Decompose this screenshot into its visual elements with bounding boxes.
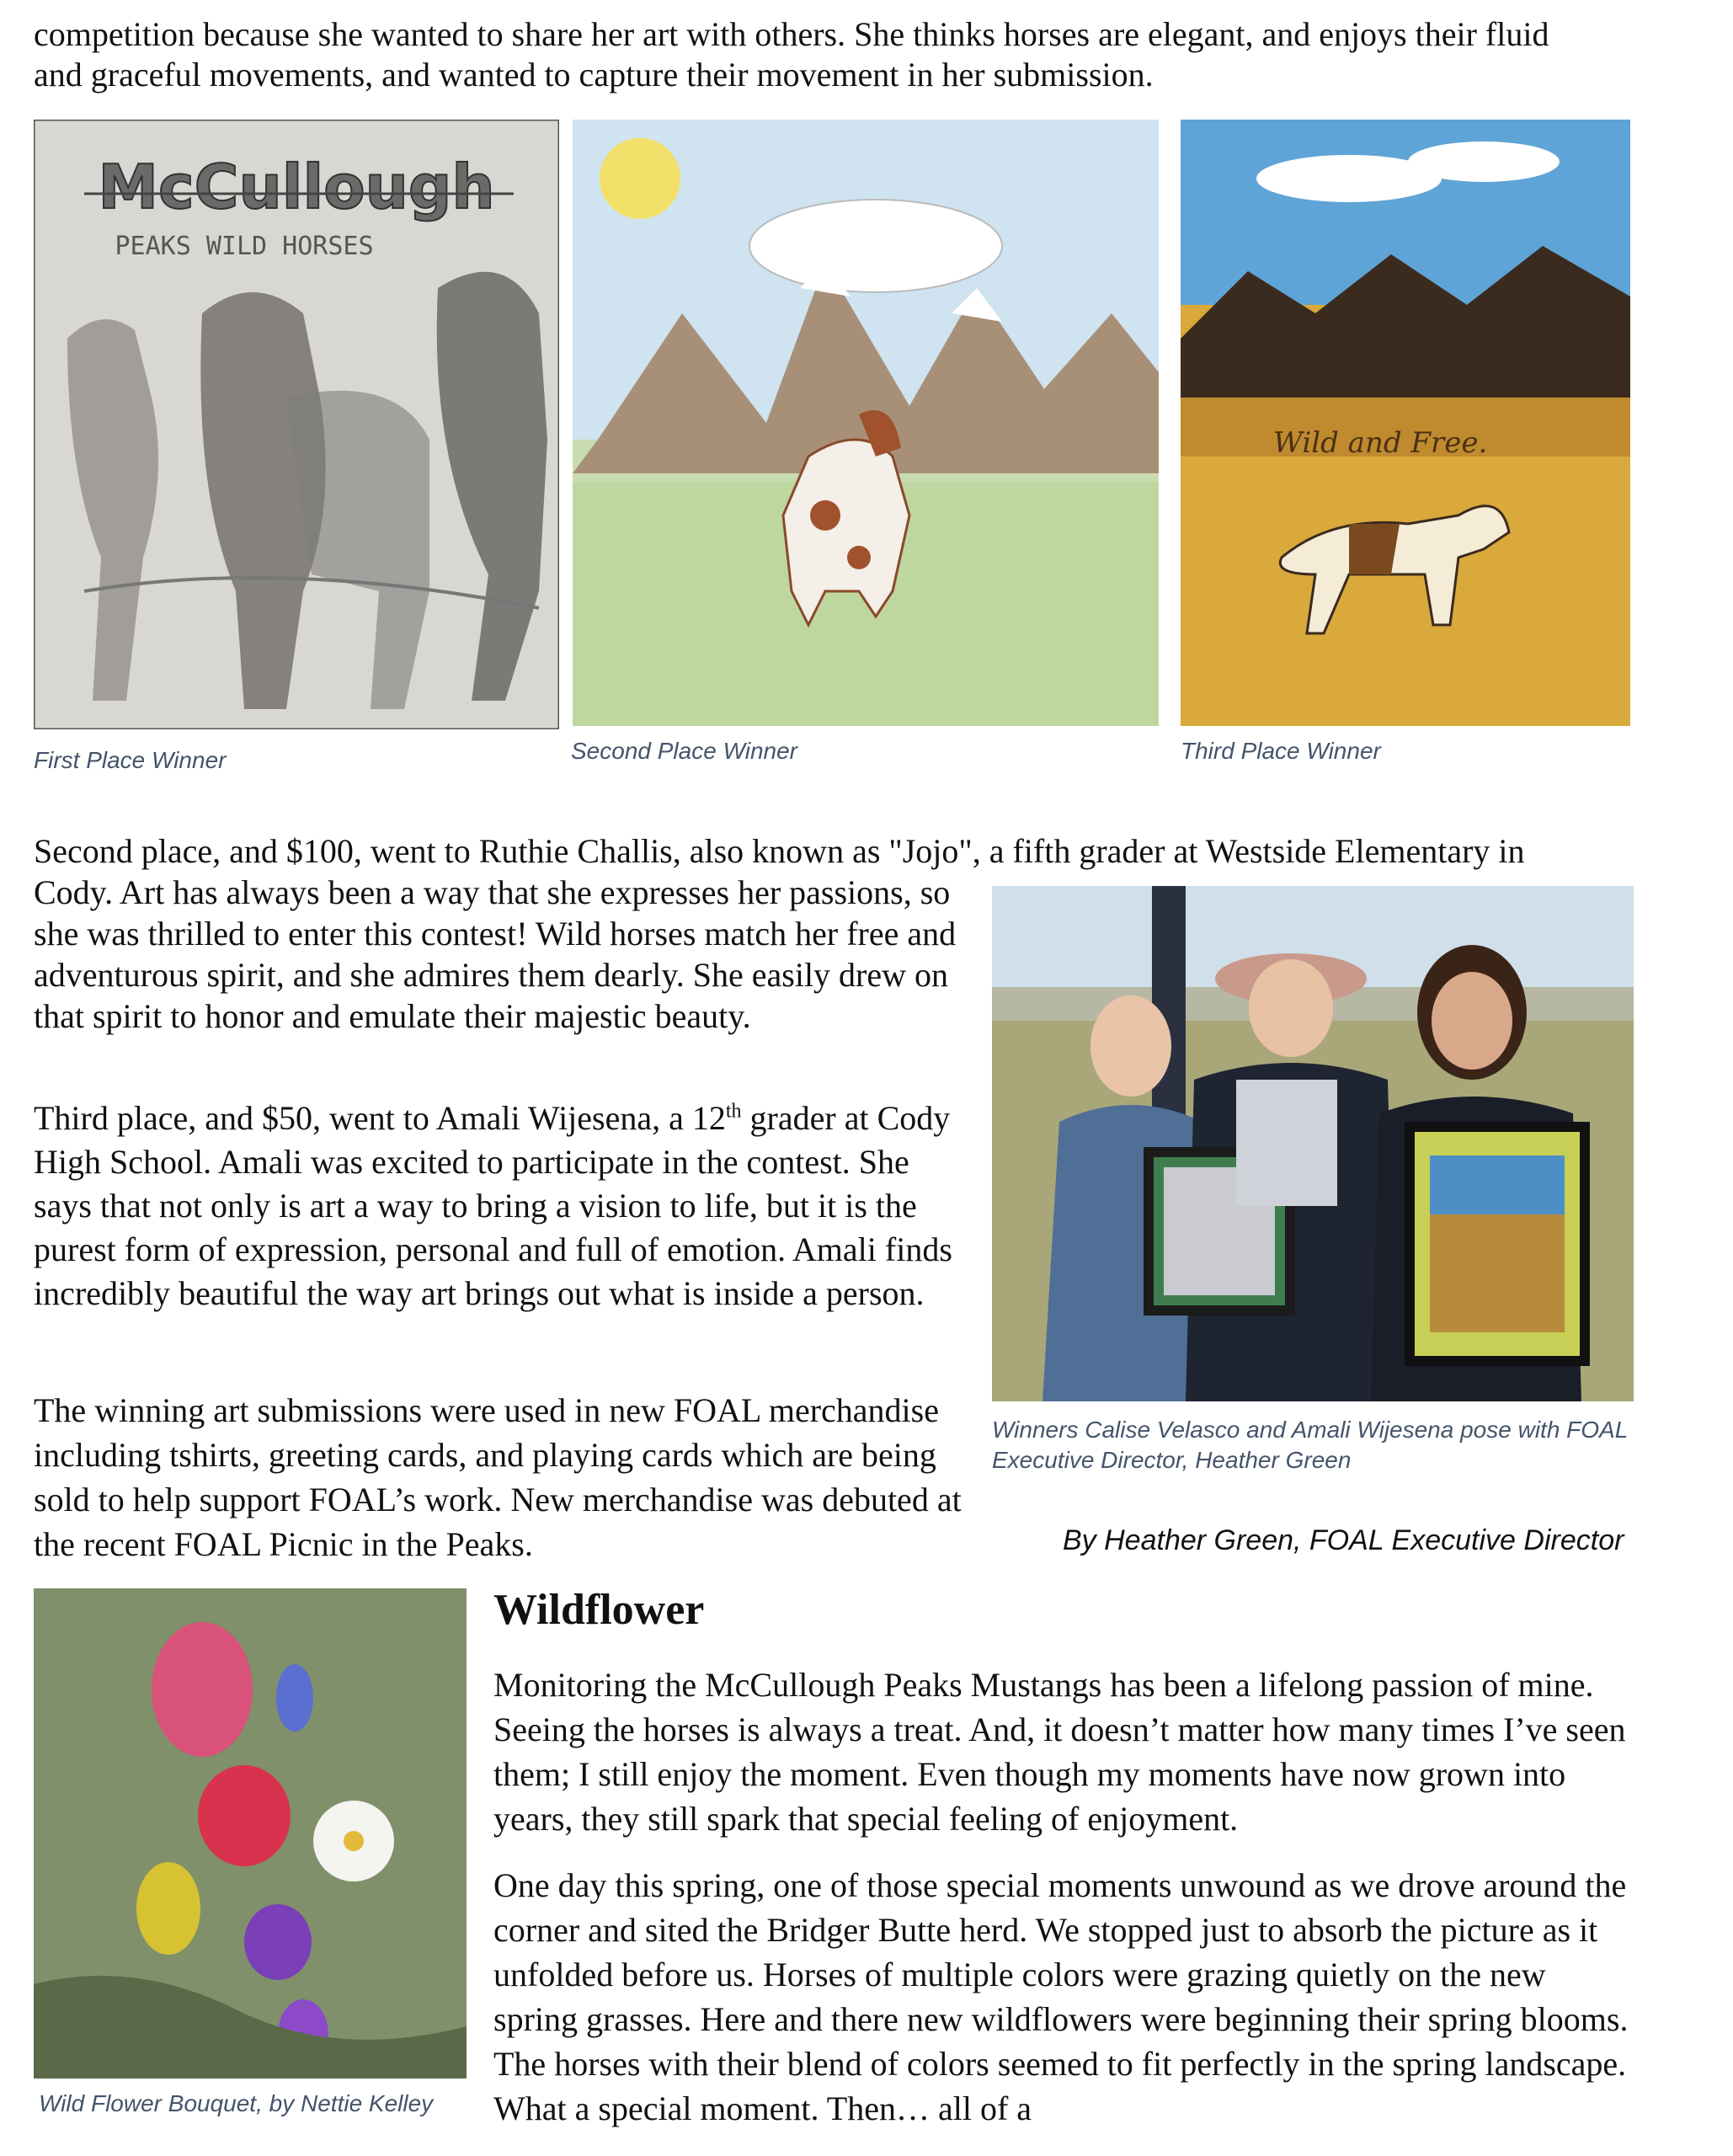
wildflower-heading: Wildflower	[493, 1586, 705, 1634]
third-place-text-1: Third place, and $50, went to Amali Wijesena, a 12	[34, 1099, 726, 1137]
wildflower-photo-caption: Wild Flower Bouquet, by Nettie Kelley	[39, 2090, 434, 2116]
first-place-artwork	[34, 120, 559, 729]
merch-paragraph: The winning art submissions were used in new FOAL merchandise including tshirts, greeting cards, and playing cards which are being sold to help support FOAL’s work. New merchandise was debuted at the recent FOAL Picnic in the Peaks.	[34, 1391, 962, 1563]
artwork-subtitle-lettering: PEAKS WILD HORSES	[115, 232, 374, 261]
third-place-caption: Third Place Winner	[1181, 738, 1381, 764]
intro-line-2: and graceful movements, and wanted to capture their movement in her submission.	[34, 56, 1154, 93]
intro-line-1: competition because she wanted to share her art with others. She thinks horses are elegant, and enjoys their fluid	[34, 15, 1549, 53]
artwork-lettering: Wild and Free.	[1273, 426, 1488, 460]
winners-photo	[992, 886, 1634, 1401]
third-place-paragraph	[34, 1097, 968, 1315]
wildflower-paragraph-1: Monitoring the McCullough Peaks Mustangs has been a lifelong passion of mine. Seeing the horses is always a treat. And, it doesn’t matter how many times I’ve seen them; I still enjoy the moment. Even though my moments have now grown into years, they still spark that special feeling of enjoyment.	[493, 1666, 1626, 1838]
second-place-caption: Second Place Winner	[571, 738, 798, 764]
second-place-paragraph: Cody. Art has always been a way that she expresses her passions, so she was thrilled to enter this contest! Wild horses match her free and adventurous spirit, and she admires them dearly. She easily drew on that spirit to honor and emulate their majestic beauty.	[34, 873, 957, 1035]
winners-photo-caption: Winners Calise Velasco and Amali Wijesena pose with FOAL Executive Director, Heather Green	[992, 1417, 1628, 1473]
second-place-artwork	[573, 120, 1159, 726]
article-byline: By Heather Green, FOAL Executive Director	[1063, 1524, 1624, 1556]
third-place-artwork	[1181, 120, 1630, 726]
ordinal-suffix: th	[725, 1100, 742, 1123]
artwork-title-lettering: McCullough	[98, 152, 495, 222]
wildflower-paragraph-2: One day this spring, one of those special moments unwound as we drove around the corner and sited the Bridger Butte herd. We stopped just to absorb the picture as it unfolded before us. Horses of multiple colors were grazing quietly on the new spring grasses. Here and there new wildflowers were beginning their spring blooms. The horses with their blend of colors seemed to fit perfectly in the spring landscape. What a special moment. Then… all of a	[493, 1866, 1629, 2127]
wildflower-photo	[34, 1588, 467, 2079]
first-place-caption: First Place Winner	[34, 747, 227, 773]
second-place-line-1: Second place, and $100, went to Ruthie Challis, also known as "Jojo", a fifth grader at Westside Elementary in	[34, 832, 1525, 870]
third-place-text-2: grader at Cody High School. Amali was excited to participate in the contest. She says that not only is art a way to bring a vision to life, but it is the purest form of expression, personal and full of emotion. Amali finds incredibly beautiful the way art brings out what is inside a person.	[34, 1099, 952, 1312]
